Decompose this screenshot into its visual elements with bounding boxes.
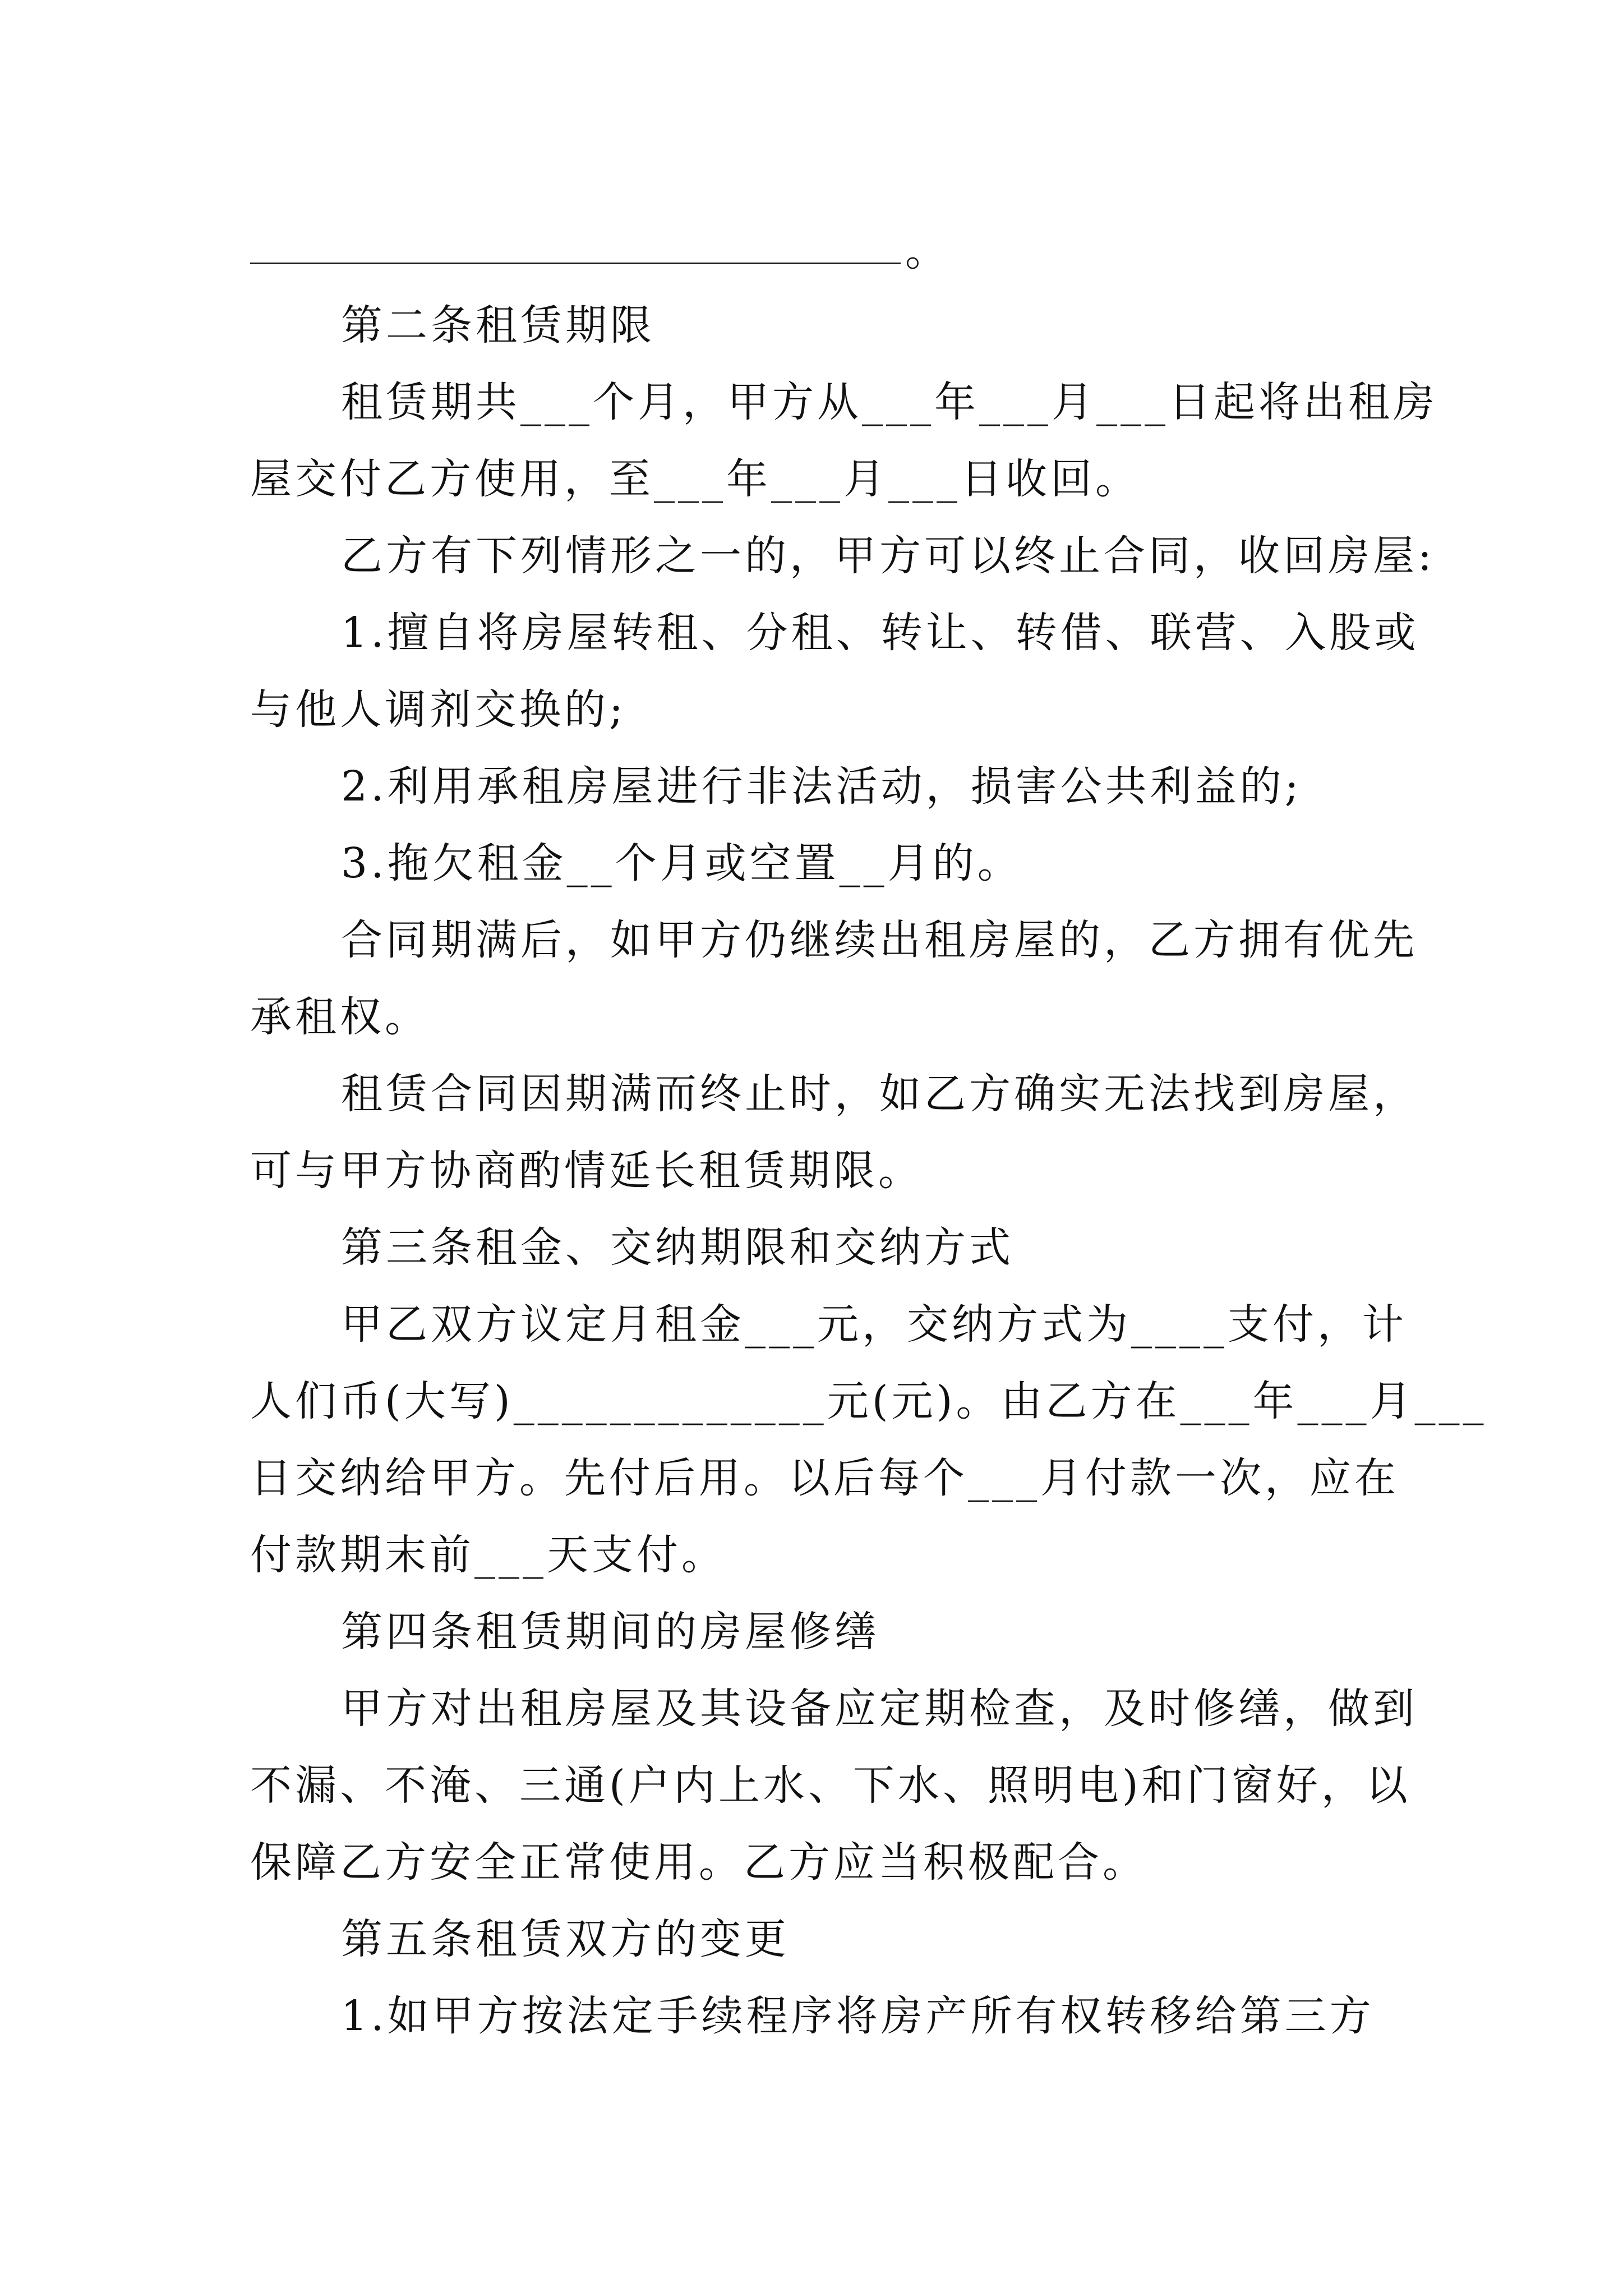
text-line: 第五条租赁双方的变更 (341, 1915, 790, 1963)
text-line: 第三条租金、交纳期限和交纳方式 (341, 1223, 1014, 1272)
text-line: 人们币(大写)_____________元(元)。由乙方在___年___月___ (250, 1377, 1487, 1425)
text-line: 第二条租赁期限 (341, 301, 655, 349)
text-line: 1.擅自将房屋转租、分租、转让、转借、联营、入股或 (341, 609, 1419, 657)
text-line: 甲方对出租房屋及其设备应定期检查，及时修缮，做到 (341, 1685, 1418, 1733)
text-line: 1.如甲方按法定手续程序将房产所有权转移给第三方 (341, 1992, 1375, 2040)
text-line: 保障乙方安全正常使用。乙方应当积极配合。 (250, 1838, 1147, 1887)
blank-underline (250, 263, 901, 264)
text-line: 2.利用承租房屋进行非法活动，损害公共利益的; (341, 762, 1302, 811)
text-line: 不漏、不淹、三通(户内上水、下水、照明电)和门窗好，以 (250, 1761, 1411, 1810)
text-line: 日交纳给甲方。先付后用。以后每个___月付款一次，应在 (250, 1454, 1399, 1502)
text-line: 3.拖欠租金__个月或空置__月的。 (341, 839, 1022, 887)
top-period: 。 (905, 227, 947, 275)
text-line: 甲乙双方议定月租金___元，交纳方式为____支付，计 (341, 1300, 1407, 1349)
text-line: 屋交付乙方使用，至___年___月___日收回。 (250, 455, 1140, 503)
text-line: 与他人调剂交换的; (250, 685, 626, 734)
text-line: 租赁期共___个月，甲方从___年___月___日起将出租房 (341, 378, 1438, 426)
text-line: 租赁合同因期满而终止时，如乙方确实无法找到房屋， (341, 1070, 1418, 1118)
text-line: 可与甲方协商酌情延长租赁期限。 (250, 1147, 923, 1195)
text-line: 付款期末前___天支付。 (250, 1531, 726, 1579)
text-line: 乙方有下列情形之一的，甲方可以终止合同，收回房屋: (341, 532, 1435, 580)
text-line: 承租权。 (250, 993, 430, 1041)
text-line: 第四条租赁期间的房屋修缮 (341, 1608, 879, 1656)
text-line: 合同期满后，如甲方仍继续出租房屋的，乙方拥有优先 (341, 916, 1418, 964)
